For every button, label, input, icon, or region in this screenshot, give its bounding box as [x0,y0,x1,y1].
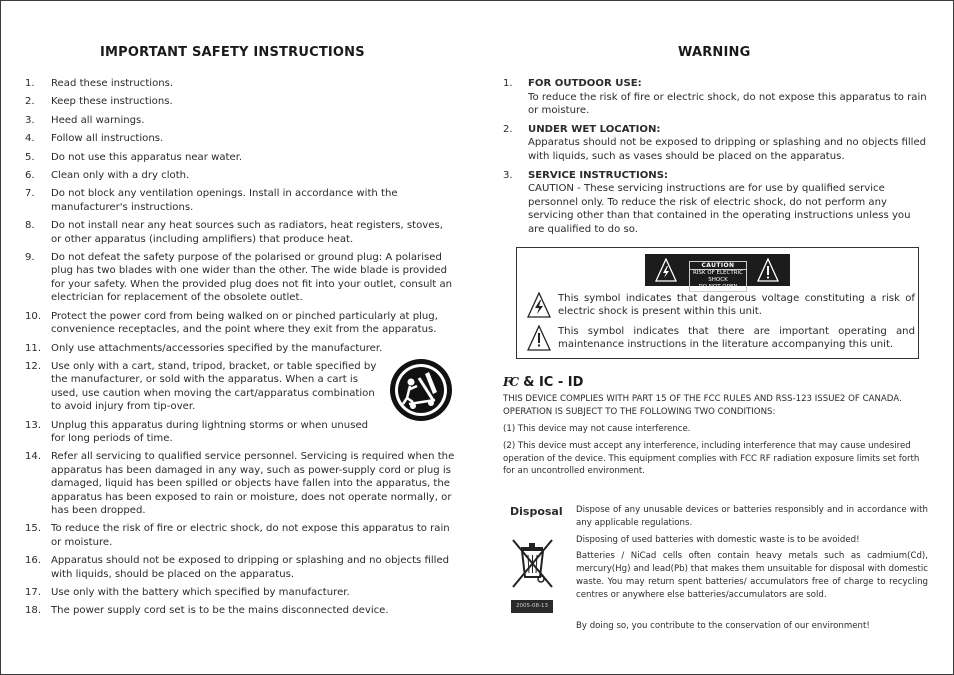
caution-label-text: CAUTION RISK OF ELECTRIC SHOCK DO NOT OPEN [689,261,747,292]
warning-item: 1. FOR OUTDOOR USE: To reduce the risk of fire or electric shock, do not expose this apparatus to rain or moisture. [503,78,927,117]
disposal-paragraph: Disposing of used batteries with domestic waste is to be avoided! [576,535,860,545]
bin-date-label: 2005-08-13 [511,600,553,613]
safety-item: 14. Refer all servicing to qualified service personnel. Servicing is required when the apparatus has been damaged in any way, such as power-supply cord or plug is damaged, liquid has been spilled or objects have fallen into the apparatus, the apparatus has been exposed to rain or moisture, does not operate normally, or has been dropped. [25,451,455,516]
fcc-paragraph: (1) This device may not cause interference. [503,424,691,434]
crossed-wheelie-bin-icon [510,537,555,589]
warning-list [503,77,927,242]
exclamation-triangle-icon [757,258,779,282]
caution-symbols-box: CAUTION RISK OF ELECTRIC SHOCK DO NOT OPEN This symbol indicates that dangerous voltage constituting a risk of electric shock is present within this unit. This symbol indicates that there are important operating and maintenance instructions in the literature accompanying this unit. [516,247,919,359]
warning-title: WARNING [678,45,751,60]
safety-item: 7. Do not block any ventilation openings. Install in accordance with the manufacturer's instructions. [25,188,398,213]
fcc-heading: FC & IC - ID [503,375,584,390]
safety-item: 6. Clean only with a dry cloth. [25,170,190,182]
safety-item: 13. Unplug this apparatus during lightning storms or when unused for long periods of time. [25,419,369,444]
lightning-triangle-icon [527,292,551,318]
safety-item: 2. Keep these instructions. [25,96,173,108]
safety-item: 10. Protect the power cord from being walked on or pinched particularly at plug, convenience receptacles, and the point where they exit from the apparatus. [25,310,438,336]
lightning-triangle-icon [655,258,677,282]
safety-item: 9. Do not defeat the safety purpose of the polarised or ground plug: A polarised plug has two blades with one wider than the other. The wide blade is provided for your safety. When the provided plug does not fit into your outlet, consult an electrician for replacement of the obsolete outlet. [25,252,453,304]
safety-list [25,77,455,623]
safety-item: 17. Use only with the battery which specified by manufacturer. [25,587,350,598]
safety-item: 5. Do not use this apparatus near water. [25,151,243,163]
disposal-paragraph: By doing so, you contribute to the conservation of our environment! [576,621,870,631]
fcc-paragraph: (2) This device must accept any interference, including interference that may cause undesired operation of the device. This equipment complies with FCC RF radiation exposure limits set forth for an uncontrolled environment. [503,441,920,477]
disposal-paragraph: Dispose of any unusable devices or batteries responsibly and in accordance with any applicable regulations. [576,505,928,528]
fcc-logo: FC [503,375,518,389]
safety-item: 12. Use only with a cart, stand, tripod, bracket, or table specified by the manufacturer, or sold with the apparatus. When a cart is used, use caution when moving the cart/apparatus combination to avoid injury from tip-over. [25,360,377,413]
fcc-paragraph: THIS DEVICE COMPLIES WITH PART 15 OF THE FCC RULES AND RSS-123 ISSUE2 OF CANADA. OPERATION IS SUBJECT TO THE FOLLOWING TWO CONDITIONS: [503,394,902,417]
warning-item: 2. UNDER WET LOCATION: Apparatus should not be exposed to dripping or splashing and no objects filled with liquids, such as vases should be placed on the apparatus. [503,123,927,162]
caution-label [645,254,790,290]
safety-item: 16. Apparatus should not be exposed to dripping or splashing and no objects filled with liquids, should be placed on the apparatus. [25,555,450,580]
safety-item: 1. Read these instructions. [25,78,174,89]
disposal-label: Disposal [510,505,563,518]
safety-item: 4. Follow all instructions. [25,133,164,145]
exclamation-triangle-icon [527,325,551,351]
safety-title: IMPORTANT SAFETY INSTRUCTIONS [100,45,365,60]
safety-item: 3. Heed all warnings. [25,114,145,126]
disposal-paragraph: Batteries / NiCad cells often contain heavy metals such as cadmium(Cd), mercury(Hg) and lead(Pb) that makes them unsuitable for disposal with domestic waste. You may return spent batteries/ accumulators free of charge to recycling centres or anywhere else batteries/accumulators are sold. [576,551,928,600]
safety-item: 11. Only use attachments/accessories specified by the manufacturer. [25,342,383,354]
cart-tipover-warning-icon [389,358,453,422]
warning-item: 3. SERVICE INSTRUCTIONS: CAUTION - These servicing instructions are for use by qualified service personnel only. To reduce the risk of electric shock, do not perform any servicing other than that contained in the operating instructions unless you are qualified to do so. [503,169,911,235]
safety-item: 18. The power supply cord set is to be the mains disconnected device. [25,605,389,617]
safety-item: 8. Do not install near any heat sources such as radiators, heat registers, stoves, or other apparatus (including amplifiers) that produce heat. [25,220,443,245]
safety-item: 15. To reduce the risk of fire or electric shock, do not expose this apparatus to rain or moisture. [25,523,450,548]
